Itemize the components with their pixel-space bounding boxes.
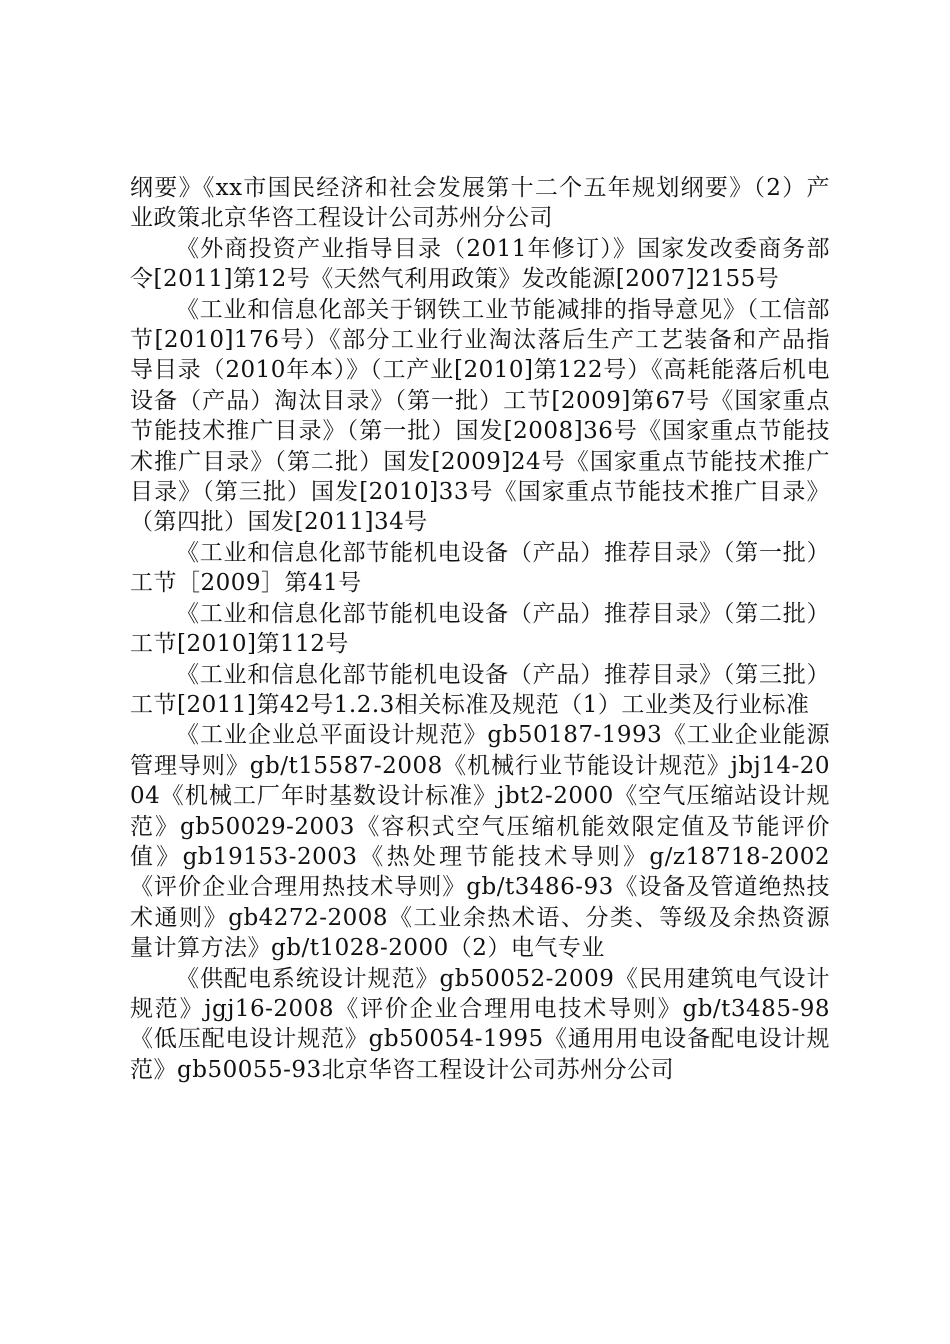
- paragraph-8: 《供配电系统设计规范》gb50052-2009《民用建筑电气设计规范》jgj16-2008《评价企业合理用电技术导则》gb/t3485-98《低压配电设计规范》gb50054-1995《通用用电设备配电设计规范》gb50055-93北京华咨工程设计公司苏州分公司: [130, 965, 830, 1083]
- paragraph-6: 《工业和信息化部节能机电设备（产品）推荐目录》（第三批）工节[2011]第42号1.2.3相关标准及规范（1）工业类及行业标准: [130, 661, 830, 718]
- paragraph-4: 《工业和信息化部节能机电设备（产品）推荐目录》（第一批）工节［2009］第41号: [130, 539, 830, 597]
- paragraph-1: 纲要》《xx市国民经济和社会发展第十二个五年规划纲要》（2）产业政策北京华咨工程设计公司苏州分公司: [130, 175, 830, 232]
- document-body: [130, 173, 830, 1085]
- paragraph-5: 《工业和信息化部节能机电设备（产品）推荐目录》（第二批）工节[2010]第112号: [130, 600, 830, 658]
- paragraph-3: 《工业和信息化部关于钢铁工业节能减排的指导意见》（工信部节[2010]176号）《部分工业行业淘汰落后生产工艺装备和产品指导目录（2010年本）》（工产业[2010]第122号）《高耗能落后机电设备（产品）淘汰目录》（第一批）工节[2009]第67号《国家重点节能技术推广目录》（第一批）国发[2008]36号《国家重点节能技术推广目录》（第二批）国发[2009]24号《国家重点节能技术推广目录》（第三批）国发[2010]33号《国家重点节能技术推广目录》（第四批）国发[2011]34号: [130, 296, 830, 536]
- paragraph-2: 《外商投资产业指导目录（2011年修订）》国家发改委商务部令[2011]第12号《天然气利用政策》发改能源[2007]2155号: [130, 235, 830, 293]
- paragraph-7: 《工业企业总平面设计规范》gb50187-1993《工业企业能源管理导则》gb/t15587-2008《机械行业节能设计规范》jbj14-2004《机械工厂年时基数设计标准》jbt2-2000《空气压缩站设计规范》gb50029-2003《容积式空气压缩机能效限定值及节能评价值》gb19153-2003《热处理节能技术导则》g/z18718-2002《评价企业合理用热技术导则》gb/t3486-93《设备及管道绝热技术通则》gb4272-2008《工业余热术语、分类、等级及余热资源量计算方法》gb/t1028-2000（2）电气专业: [130, 722, 830, 962]
